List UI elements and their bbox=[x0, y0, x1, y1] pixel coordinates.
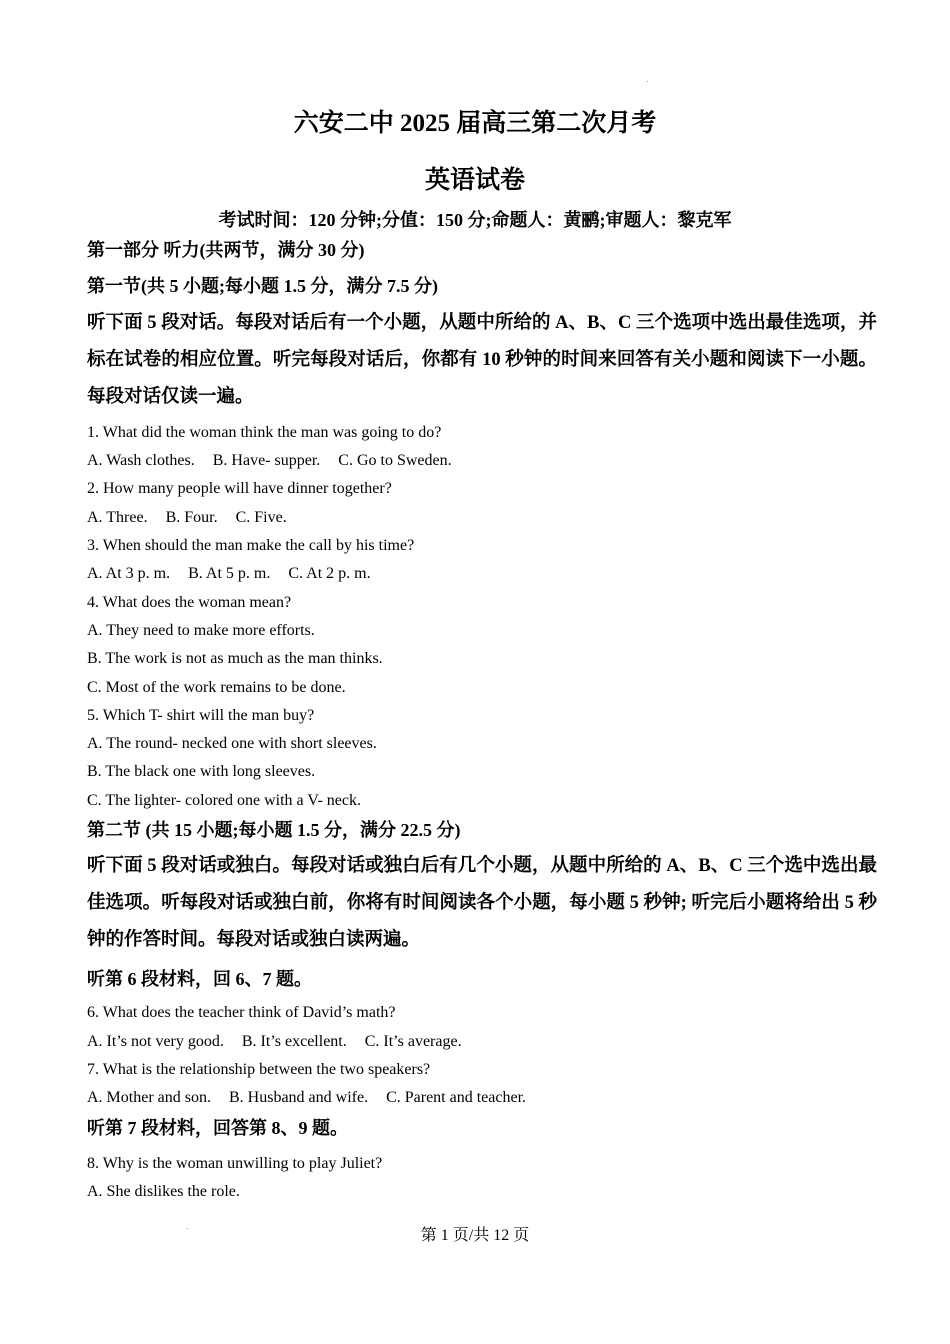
part1-heading: 第一部分 听力(共两节，满分 30 分) bbox=[87, 240, 365, 260]
question-2-options bbox=[87, 506, 305, 530]
scan-speck bbox=[647, 81, 648, 82]
question-6: 6. What does the teacher think of David’s math? bbox=[87, 1004, 396, 1021]
option-c: C. It’s average. bbox=[364, 1033, 462, 1050]
option-b: B. Four. bbox=[165, 509, 218, 526]
question-3-options bbox=[87, 562, 389, 586]
question-5-option-c: C. The lighter- colored one with a V- neck. bbox=[87, 792, 361, 809]
material-6-heading: 听第 6 段材料，回 6、7 题。 bbox=[87, 969, 312, 989]
exam-subtitle: 英语试卷 bbox=[424, 167, 525, 194]
question-4: 4. What does the woman mean? bbox=[87, 594, 292, 611]
option-c: C. Parent and teacher. bbox=[386, 1089, 527, 1106]
section2-instructions: 听下面 5 段对话或独白。每段对话或独白后有几个小题，从题中所给的 A、B、C 三个选中选出最佳选项。听每段对话或独白前，你将有时间阅读各个小题，每小题 5 秒钟; 听完后小题将给出 5 秒钟的作答时间。每段对话或独白读两遍。 bbox=[87, 856, 877, 950]
option-b: B. It’s excellent. bbox=[241, 1033, 347, 1050]
section2-heading: 第二节 (共 15 小题;每小题 1.5 分，满分 22.5 分) bbox=[87, 820, 461, 840]
question-1-options bbox=[87, 449, 470, 473]
option-b: B. Have- supper. bbox=[212, 452, 321, 469]
page-number: 第 1 页/共 12 页 bbox=[420, 1227, 530, 1244]
option-a: A. At 3 p. m. bbox=[87, 565, 171, 582]
question-7-options bbox=[87, 1086, 544, 1110]
question-7: 7. What is the relationship between the two speakers? bbox=[87, 1061, 431, 1078]
option-c: C. Go to Sweden. bbox=[338, 452, 452, 469]
question-3: 3. When should the man make the call by his time? bbox=[87, 537, 415, 554]
question-4-option-b: B. The work is not as much as the man thinks. bbox=[87, 650, 383, 667]
question-6-options bbox=[87, 1030, 480, 1054]
question-4-option-c: C. Most of the work remains to be done. bbox=[87, 679, 346, 696]
option-a: A. Three. bbox=[87, 509, 148, 526]
option-a: A. Mother and son. bbox=[87, 1089, 211, 1106]
question-5-option-b: B. The black one with long sleeves. bbox=[87, 763, 316, 780]
option-b: B. Husband and wife. bbox=[228, 1089, 369, 1106]
section1-instructions: 听下面 5 段对话。每段对话后有一个小题，从题中所给的 A、B、C 三个选项中选出最佳选项，并标在试卷的相应位置。听完每段对话后，你都有 10 秒钟的时间来回答有关小题和阅读下一小题。每段对话仅读一遍。 bbox=[87, 313, 877, 407]
exam-title: 六安二中 2025 届高三第二次月考 bbox=[293, 110, 657, 137]
question-1: 1. What did the woman think the man was going to do? bbox=[87, 424, 442, 441]
material-7-heading: 听第 7 段材料，回答第 8、9 题。 bbox=[87, 1118, 348, 1138]
option-b: B. At 5 p. m. bbox=[188, 565, 271, 582]
option-a: A. Wash clothes. bbox=[87, 452, 195, 469]
question-8-option-a: A. She dislikes the role. bbox=[87, 1183, 240, 1200]
option-c: C. Five. bbox=[235, 509, 287, 526]
question-5: 5. Which T- shirt will the man buy? bbox=[87, 707, 315, 724]
question-4-option-a: A. They need to make more efforts. bbox=[87, 622, 315, 639]
exam-info: 考试时间：120 分钟;分值：150 分;命题人：黄鹂;审题人：黎克军 bbox=[218, 210, 732, 230]
option-c: C. At 2 p. m. bbox=[288, 565, 371, 582]
question-2: 2. How many people will have dinner together? bbox=[87, 480, 392, 497]
question-8: 8. Why is the woman unwilling to play Juliet? bbox=[87, 1155, 383, 1172]
option-a: A. It’s not very good. bbox=[87, 1033, 224, 1050]
question-5-option-a: A. The round- necked one with short sleeves. bbox=[87, 735, 377, 752]
section1-heading: 第一节(共 5 小题;每小题 1.5 分，满分 7.5 分) bbox=[87, 276, 438, 296]
